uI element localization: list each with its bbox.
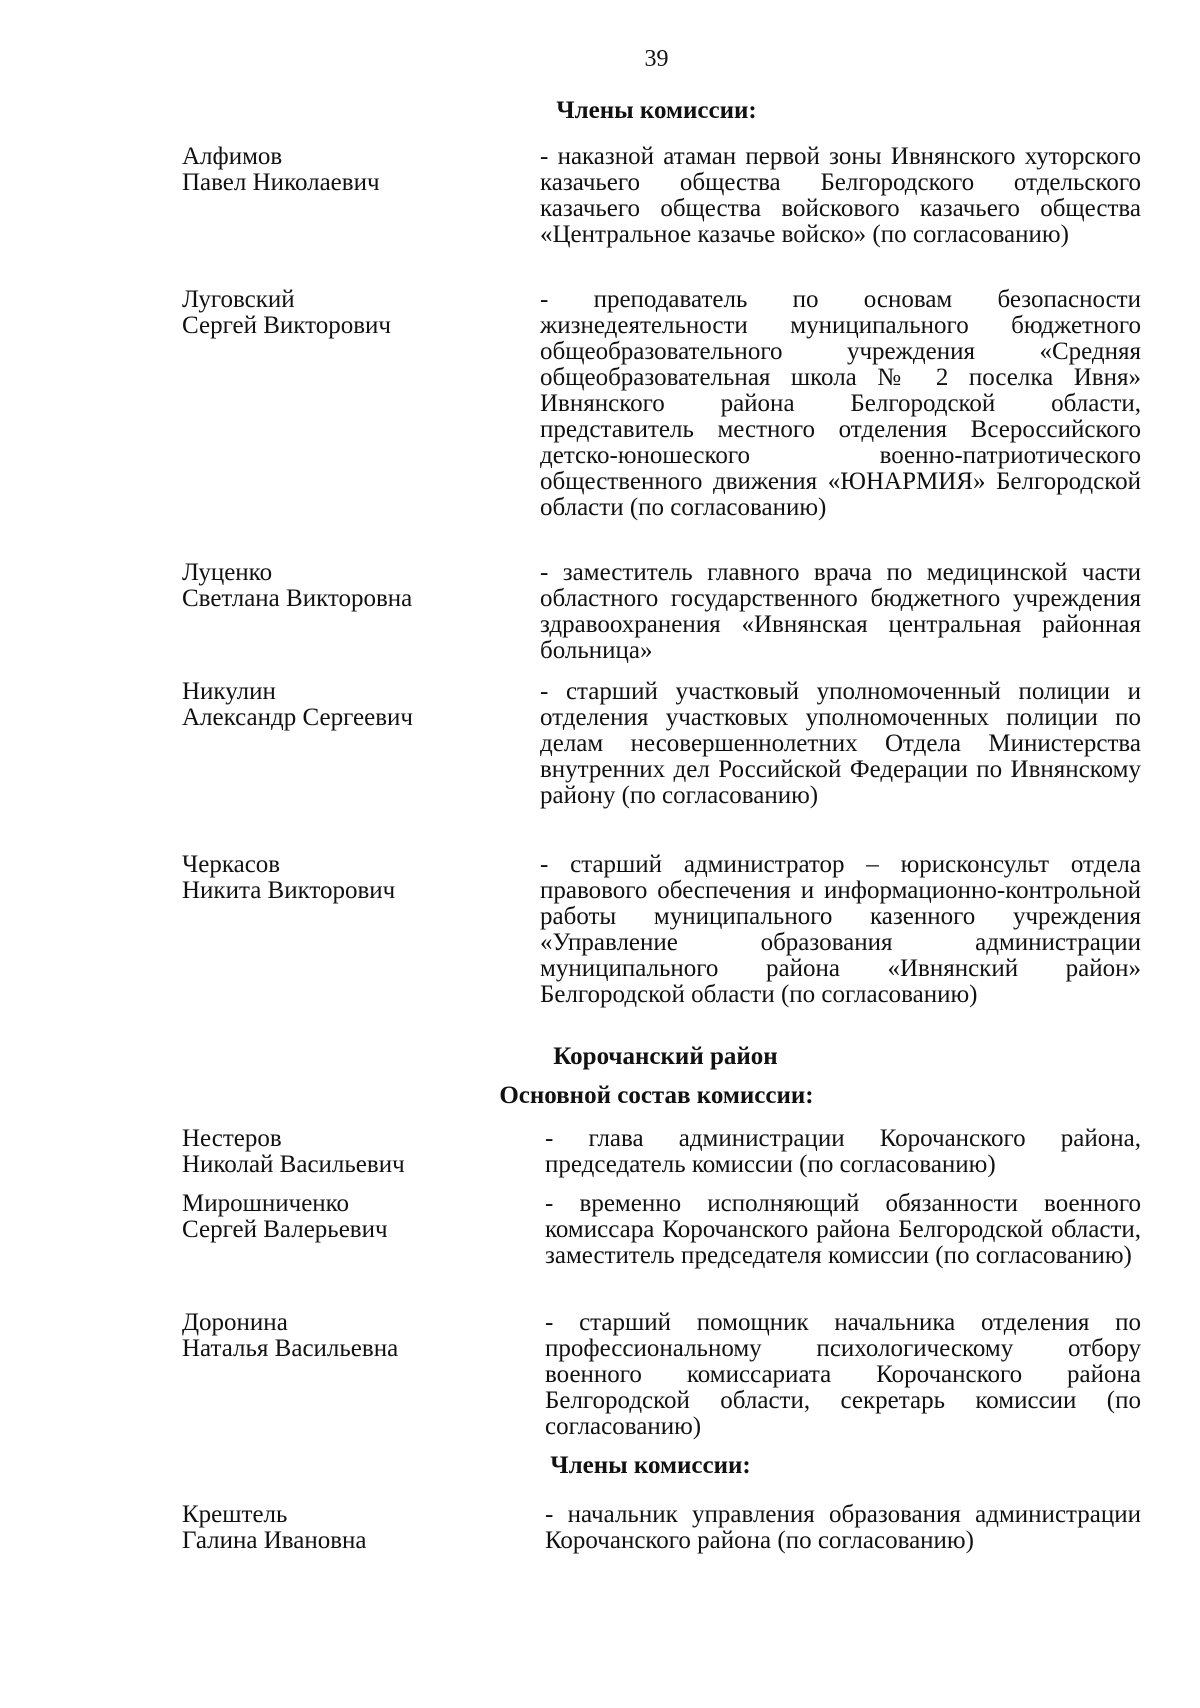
member-given-names: Никита Викторович (182, 877, 396, 904)
page-number: 39 (644, 46, 669, 72)
member-name (182, 679, 502, 731)
section-heading-members: Члены комиссии: (550, 1452, 751, 1479)
member-name (182, 1126, 502, 1178)
member-role: - наказной атаман первой зоны Ивнянского хуторского казачьего общества Белгородского отдельского казачьего общества войскового казачьего общества «Центральное казачье войско» (по согласованию) (540, 143, 1141, 248)
member-name (182, 1310, 502, 1362)
member-role: - старший администратор – юрисконсульт отдела правового обеспечения и информационно-контрольной работы муниципального казенного учреждения «Управление образования администрации муниципального района «Ивнянский район» Белгородской области (по согласованию) (540, 851, 1141, 1008)
member-given-names: Галина Ивановна (182, 1527, 367, 1554)
member-surname: Черкасов (182, 851, 281, 878)
section-heading-members: Члены комиссии: (556, 97, 757, 124)
member-role: - временно исполняющий обязанности военного комиссара Корочанского района Белгородской области, заместитель председателя комиссии (по согласованию) (545, 1190, 1141, 1269)
member-surname: Луценко (182, 559, 273, 586)
member-role: - глава администрации Корочанского района, председатель комиссии (по согласованию) (545, 1125, 1141, 1178)
member-given-names: Николай Васильевич (182, 1151, 405, 1178)
member-role: - заместитель главного врача по медицинской части областного государственного бюджетного учреждения здравоохранения «Ивнянская центральная районная больница» (540, 559, 1141, 664)
member-surname: Луговский (182, 286, 295, 313)
member-given-names: Павел Николаевич (182, 169, 380, 196)
member-name (182, 560, 502, 612)
member-surname: Мирошниченко (182, 1190, 350, 1217)
member-surname: Крештель (182, 1501, 288, 1528)
member-role: - начальник управления образования администрации Корочанского района (по согласованию) (545, 1501, 1141, 1554)
section-heading-district: Корочанский район (553, 1043, 778, 1070)
member-given-names: Сергей Викторович (182, 312, 391, 339)
member-name (182, 144, 502, 196)
member-name (182, 1502, 502, 1554)
member-given-names: Наталья Васильевна (182, 1335, 399, 1362)
member-given-names: Александр Сергеевич (182, 704, 413, 731)
member-given-names: Светлана Викторовна (182, 585, 413, 612)
section-heading-main-composition: Основной состав комиссии: (499, 1082, 814, 1109)
member-name (182, 287, 502, 339)
member-surname: Нестеров (182, 1125, 282, 1152)
member-role: - преподаватель по основам безопасности жизнедеятельности муниципального бюджетного общеобразовательного учреждения «Средняя общеобразовательная школа № 2 поселка Ивня» Ивнянского района Белгородской области, представитель местного отделения Всероссийского детско-юношеского военно-патриотического общественного движения «ЮНАРМИЯ» Белгородской области (по согласованию) (540, 286, 1141, 521)
member-name (182, 1191, 502, 1243)
member-name (182, 852, 502, 904)
member-role: - старший участковый уполномоченный полиции и отделения участковых уполномоченных полиции по делам несовершеннолетних Отдела Министерства внутренних дел Российской Федерации по Ивнянскому району (по согласованию) (540, 678, 1141, 809)
member-surname: Никулин (182, 678, 276, 705)
member-role: - старший помощник начальника отделения по профессиональному психологическому отбору военного комиссариата Корочанского района Белгородской области, секретарь комиссии (по согласованию) (545, 1309, 1141, 1440)
member-given-names: Сергей Валерьевич (182, 1216, 388, 1243)
member-surname: Доронина (182, 1309, 288, 1336)
member-surname: Алфимов (182, 143, 283, 170)
